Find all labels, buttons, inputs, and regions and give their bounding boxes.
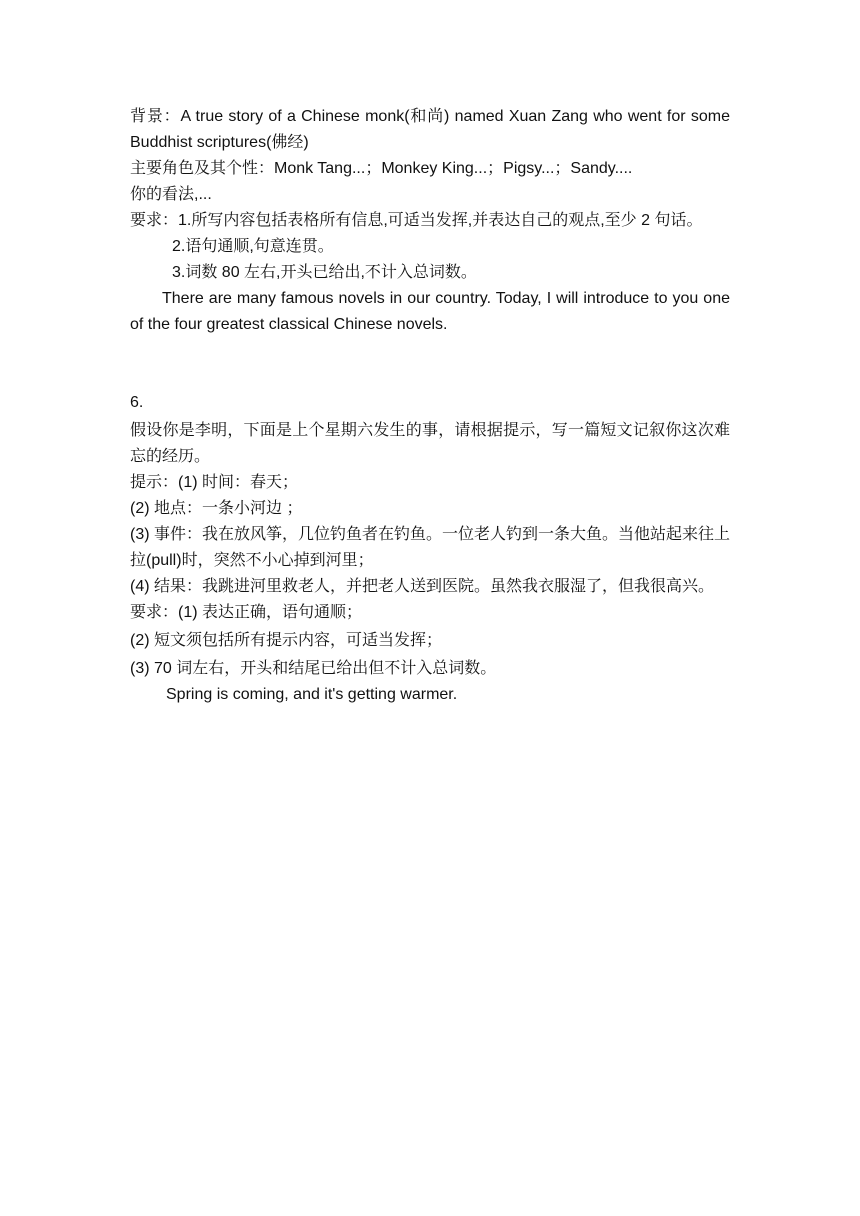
background-text: 背景：A true story of a Chinese monk(和尚) named Xuan Zang who went for some Buddhist scriptures(佛经) (130, 108, 730, 151)
hint-time: 提示：(1) 时间：春天； (130, 474, 299, 491)
question-number: 6. (130, 394, 144, 411)
requirement-b: (2) 短文须包括所有提示内容，可适当发挥； (130, 632, 443, 649)
opinion-text: 你的看法,... (130, 186, 212, 203)
section-spacer (130, 338, 730, 390)
essay-opening-5: There are many famous novels in our country. Today, I will introduce to you one of the four greatest classical Chinese novels. (130, 290, 730, 333)
requirement-a: 要求：(1) 表达正确，语句通顺； (130, 604, 363, 621)
hint-event: (3) 事件：我在放风筝，几位钓鱼者在钓鱼。一位老人钓到一条大鱼。当他站起来往上拉(pull)时，突然不小心掉到河里； (130, 526, 731, 569)
requirement-c: (3) 70 词左右，开头和结尾已给出但不计入总词数。 (130, 660, 497, 677)
hint-place: (2) 地点：一条小河边 ； (130, 500, 303, 517)
hint-result: (4) 结果：我跳进河里救老人，并把老人送到医院。虽然我衣服湿了，但我很高兴。 (130, 578, 715, 595)
characters-text: 主要角色及其个性：Monk Tang...；Monkey King...；Pigsy...；Sandy.... (130, 160, 633, 177)
essay-opening-6: Spring is coming, and it's getting warmer. (166, 686, 458, 703)
requirement-1: 要求：1.所写内容包括表格所有信息,可适当发挥,并表达自己的观点,至少 2 句话。 (130, 212, 703, 229)
task-prompt: 假设你是李明，下面是上个星期六发生的事，请根据提示，写一篇短文记叙你这次难忘的经历。 (130, 422, 730, 465)
document-body (130, 104, 730, 708)
requirement-2: 2.语句通顺,句意连贯。 (172, 238, 334, 255)
requirement-3: 3.词数 80 左右,开头已给出,不计入总词数。 (172, 264, 477, 281)
